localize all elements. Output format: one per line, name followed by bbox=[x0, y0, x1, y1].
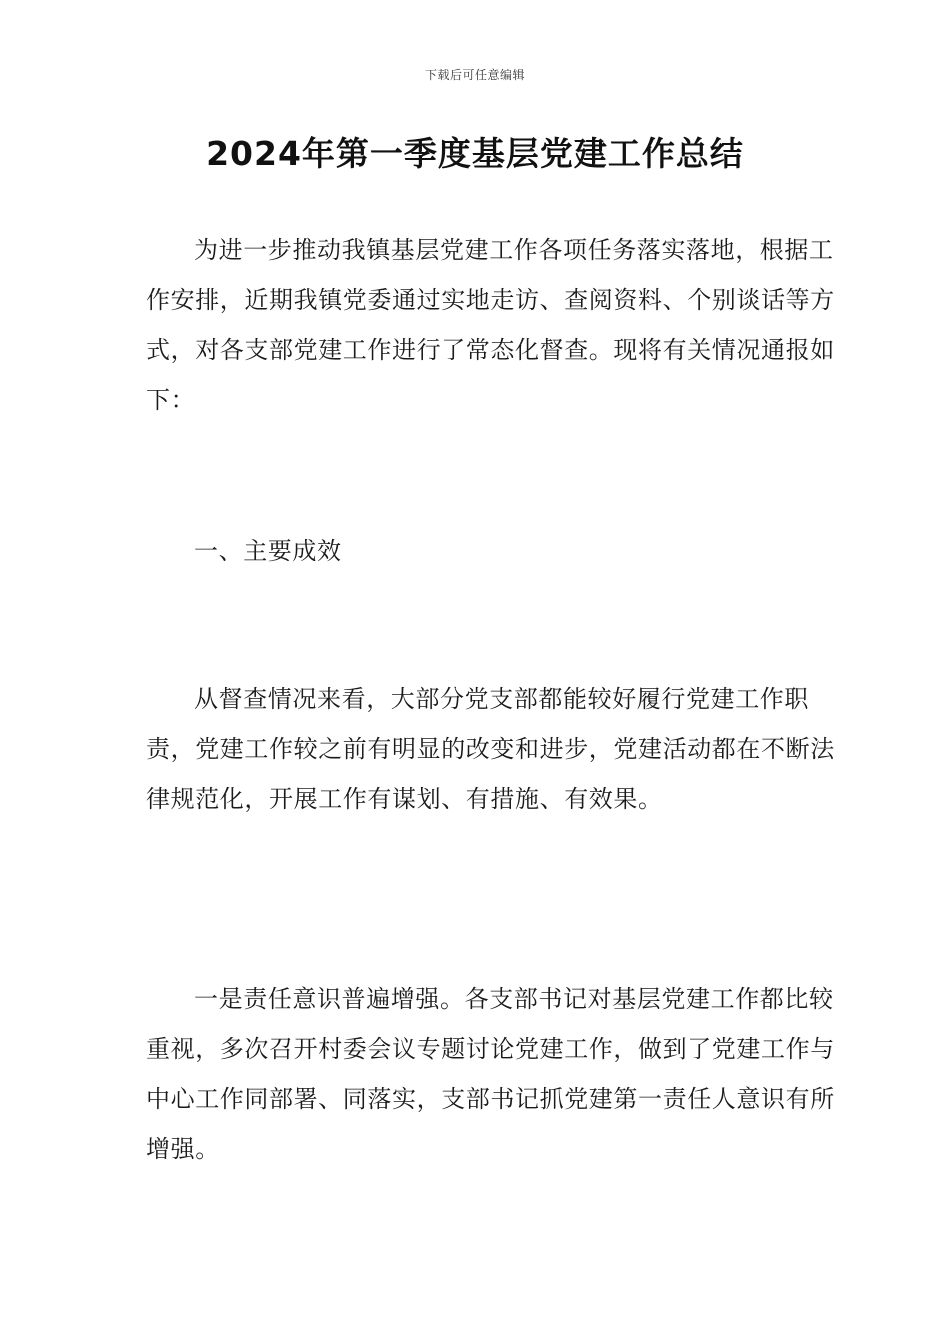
paragraph-responsibility: 一是责任意识普遍增强。各支部书记对基层党建工作都比较重视，多次召开村委会议专题讨论党建工作，做到了党建工作与中心工作同部署、同落实，支部书记抓党建第一责任人意识有所增强。 bbox=[146, 985, 835, 1163]
section-heading-main-results: 一、主要成效 bbox=[194, 537, 342, 565]
paragraph-overview: 从督查情况来看，大部分党支部都能较好履行党建工作职责，党建工作较之前有明显的改变和进步，党建活动都在不断法律规范化，开展工作有谋划、有措施、有效果。 bbox=[146, 685, 835, 813]
header-note: 下载后可任意编辑 bbox=[424, 68, 525, 82]
page-title: 2024年第一季度基层党建工作总结 bbox=[206, 134, 744, 173]
paragraph-intro: 为进一步推动我镇基层党建工作各项任务落实落地，根据工作安排，近期我镇党委通过实地走访、查阅资料、个别谈话等方式，对各支部党建工作进行了常态化督查。现将有关情况通报如下： bbox=[146, 236, 835, 414]
